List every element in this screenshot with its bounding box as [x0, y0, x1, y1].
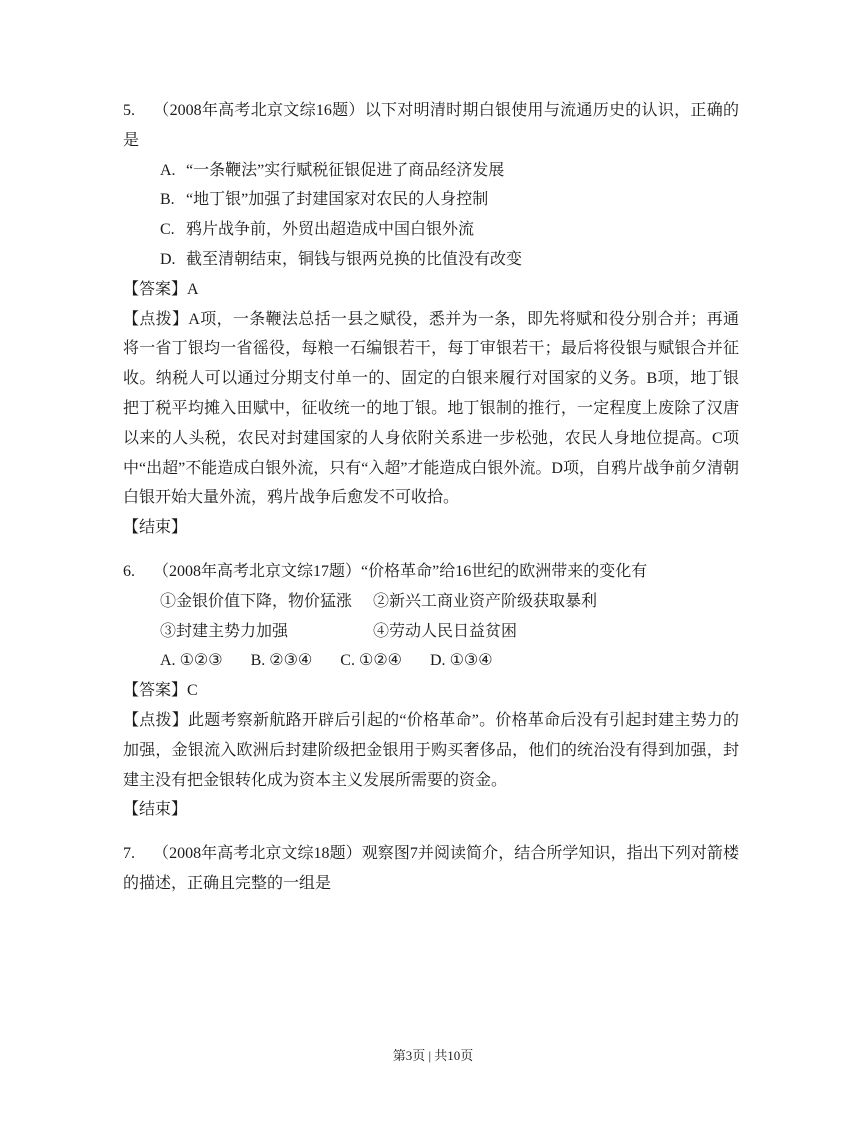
question-6-stem [123, 557, 739, 587]
choice-nums: ①③④ [449, 652, 493, 670]
answer-value: A [187, 280, 199, 298]
page-number-text: 第3页 | 共10页 [392, 1048, 474, 1063]
question-stem-text: （2008年高考北京文综18题）观察图7并阅读简介，结合所学知识，指出下列对箭楼的描述，正确且完整的一组是 [123, 845, 739, 892]
choice-c [340, 652, 402, 669]
choice-nums: ①②④ [358, 652, 402, 670]
choice-d [430, 652, 493, 669]
answer-label: 【答案】 [123, 682, 188, 700]
question-5-answer [123, 275, 739, 305]
question-stem-text: （2008年高考北京文综16题）以下对明清时期白银使用与流通历史的认识，正确的是 [123, 102, 739, 149]
question-5-end-marker: 【结束】 [123, 519, 188, 537]
question-6-choices [123, 646, 739, 676]
answer-label: 【答案】 [123, 280, 188, 298]
numbered-item-4: ④劳动人民日益贫困 [373, 622, 518, 640]
question-5-stem [123, 96, 739, 156]
question-number: 5. [123, 102, 135, 119]
question-number: 7. [123, 845, 135, 863]
question-5-option-b [123, 185, 739, 215]
analysis-label: 【点拨】 [123, 310, 189, 328]
option-label: A. [160, 161, 176, 179]
option-text: “一条鞭法”实行赋税征银促进了商品经济发展 [186, 161, 505, 179]
question-6-analysis [123, 706, 739, 795]
option-label: C. [160, 221, 175, 239]
analysis-label: 【点拨】 [123, 711, 189, 729]
choice-label: A. [160, 652, 176, 670]
question-6-answer [123, 676, 739, 706]
question-6 [123, 557, 739, 825]
page-content [123, 96, 739, 899]
numbered-item-1: ①金银价值下降，物价猛涨 [160, 592, 353, 610]
choice-label: B. [250, 652, 266, 670]
question-7-stem [123, 839, 739, 899]
choice-nums: ①②③ [179, 652, 223, 670]
analysis-text: 此题考察新航路开辟后引起的“价格革命”。价格革命后没有引起封建主势力的加强，金银流入欧洲后封建阶级把金银用于购买奢侈品，他们的统治没有得到加强，封建主没有把金银转化成为资本主义发展所需要的资金。 [123, 711, 739, 789]
question-5 [123, 96, 739, 543]
choice-nums: ②③④ [269, 652, 313, 670]
option-label: B. [160, 191, 175, 209]
numbered-item-2: ②新兴工商业资产阶级获取暴利 [373, 592, 598, 610]
page-footer [0, 1045, 866, 1064]
choice-b [251, 652, 313, 669]
question-5-option-d [123, 245, 739, 275]
question-5-option-c [123, 215, 739, 245]
option-text: 截至清朝结束，铜钱与银两兑换的比值没有改变 [186, 250, 523, 268]
choice-label: C. [340, 652, 355, 670]
question-number: 6. [123, 562, 135, 580]
option-text: 鸦片战争前，外贸出超造成中国白银外流 [186, 221, 475, 239]
choice-label: D. [430, 652, 446, 670]
option-text: “地丁银”加强了封建国家对农民的人身控制 [186, 191, 489, 209]
numbered-item-3: ③封建主势力加强 [160, 622, 289, 640]
question-stem-text: （2008年高考北京文综17题）“价格革命”给16世纪的欧洲带来的变化有 [153, 562, 648, 580]
option-label: D. [160, 250, 176, 268]
analysis-text: A项，一条鞭法总括一县之赋役，悉并为一条，即先将赋和役分别合并；再通将一省丁银均一省徭役，每粮一石编银若干，每丁审银若干；最后将役银与赋银合并征收。纳税人可以通过分期支付单一的、固定的白银来履行对国家的义务。B项，地丁银把丁税平均摊入田赋中，征收统一的地丁银。地丁银制的推行，一定程度上废除了汉唐以来的人头税，农民对封建国家的人身依附关系进一步松弛，农民人身地位提高。C项中“出超”不能造成白银外流，只有“入超”才能造成白银外流。D项，自鸦片战争前夕清朝白银开始大量外流，鸦片战争后愈发不可收拾。 [123, 310, 739, 507]
choice-a [160, 652, 223, 669]
question-5-analysis [123, 305, 739, 514]
question-6-end-marker: 【结束】 [123, 801, 188, 819]
question-5-option-a [123, 156, 739, 186]
question-6-numbered-items [123, 587, 739, 647]
question-7 [123, 839, 739, 899]
answer-value: C [187, 682, 198, 700]
